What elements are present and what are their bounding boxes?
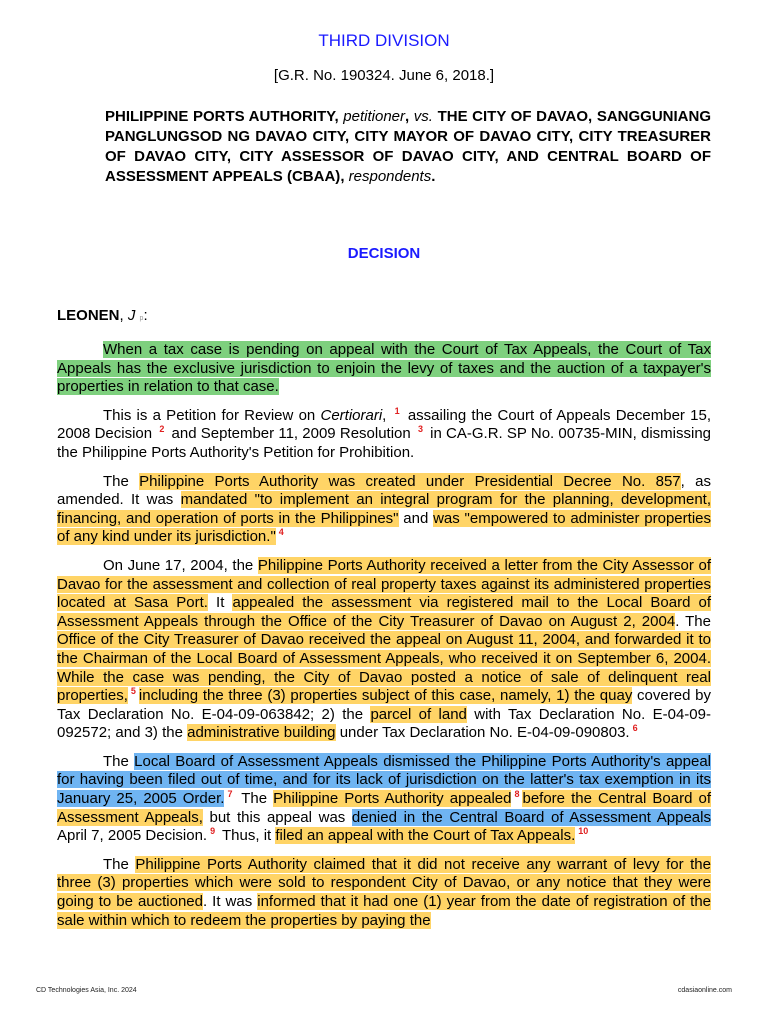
case-number: [G.R. No. 190324. June 6, 2018.] [273,67,495,84]
text-run: Thus, it [218,827,276,845]
highlight-yellow: parcel of land [370,705,467,723]
text-run: and [398,509,434,527]
text-run: . It was [203,893,258,911]
paragraph-2 [57,407,711,463]
paragraph-1 [57,341,711,397]
footnote-link-8[interactable]: 8 [514,789,520,800]
footnote-link-2[interactable]: 2 [159,424,165,435]
text-run: under Tax Declaration No. E-04-09-090803. [335,724,630,742]
footnote-link-6[interactable]: 6 [632,723,638,734]
footer-publisher: CD Technologies Asia, Inc. 2024 [36,987,137,994]
highlight-yellow: was "empowered to administer properties of any kind under its jurisdiction." [57,509,711,546]
footnote-link-10[interactable]: 10 [578,826,589,837]
highlight-yellow: including the three (3) properties subject of this case, namely, 1) the quay [138,687,633,705]
text-run: assailing the Court of Appeals December 15, 2008 Decision [57,406,711,443]
text-run: in CA-G.R. SP No. 00735-MIN, dismissing the Philippine Ports Authority's Petition for Prohibition. [57,425,712,461]
highlight-yellow: administrative building [187,724,336,742]
highlight-yellow: Philippine Ports Authority claimed that it did not receive any warrant of levy for the three (3) properties which were sold to respondent City of Davao, or any notice that they were going to be auctioned [57,855,711,911]
highlight-yellow: informed that it had one (1) year from the date of registration of the sale within which to redeem the properties by paying the [57,893,711,929]
petitioner-role: petitioner [343,108,406,125]
footnote-link-7[interactable]: 7 [227,789,233,800]
text-run: , [382,406,392,424]
highlight-yellow: before the Central Board of Assessment Appeals, [57,790,711,826]
highlight-yellow: appealed the assessment via registered mail to the Local Board of Assessment Appeals through the Office of the City Treasurer of Davao on August 2, 2004 [57,594,712,630]
text-run: On June 17, 2004, the [103,556,258,574]
text-run: The [103,472,140,490]
paragraph-6 [57,856,711,930]
text-run: It [207,594,233,612]
highlight-yellow: Office of the City Treasurer of Davao received the appeal on August 11, 2004, and forwarded it to the Chairman of the Local Board of Assessment Appeals, who received it on September 6, 2004. [57,631,711,667]
ponente: LEONEN, J p: [57,307,148,324]
footer-site: cdasiaonline.com [677,987,732,994]
highlight-yellow: Philippine Ports Authority received a letter from the City Assessor of Davao for the assessment and collection of real property taxes against its administered properties located at Sasa Port. [57,556,711,612]
text-run: This is a Petition for Review on [103,406,321,424]
text-run: The [103,855,136,873]
division-heading: THIRD DIVISION [318,31,450,50]
footnote-link-1[interactable]: 1 [394,405,400,416]
footnote-link-5[interactable]: 5 [130,686,136,697]
highlight-green: When a tax case is pending on appeal with the Court of Tax Appeals, the Court of Tax Appeals has the exclusive jurisdiction to enjoin the levy of taxes and the auction of a taxpayer's properties in relation to that case. [57,341,711,396]
judge-name: LEONEN [57,307,120,324]
highlight-blue: denied in the Central Board of Assessment Appeals [351,808,711,826]
footnote-link-4[interactable]: 4 [278,527,284,538]
highlight-yellow: Philippine Ports Authority appealed [273,790,512,808]
text-run: covered by Tax Declaration No. E-04-09-063842; 2) the [57,687,711,723]
highlight-yellow: filed an appeal with the Court of Tax Appeals. [275,827,576,845]
decision-body [57,341,711,940]
highlight-yellow: mandated "to implement an integral program for the planning, development, financing, and operation of ports in the Philippines" [57,491,711,527]
highlight-blue: Local Board of Assessment Appeals dismissed the Philippine Ports Authority's appeal for having been filed out of time, and for its lack of jurisdiction on the latter's tax exemption in its January 25, 2005 Order. [57,752,712,808]
text-run: but this appeal was [202,808,352,826]
text-run: and September 11, 2009 Resolution [167,425,415,443]
versus: vs. [413,108,433,125]
decision-title: DECISION [347,245,421,262]
paragraph-4 [57,557,711,743]
highlight-yellow: While the case was pending, the City of Davao posted a notice of sale of delinquent real properties, [57,668,711,705]
respondents-names: THE CITY OF DAVAO, SANGGUNIANG PANGLUNGSOD NG DAVAO CITY, CITY MAYOR OF DAVAO CITY, CITY TREASURER OF DAVAO CITY, CITY ASSESSOR OF DAVAO CITY, AND CENTRAL BOARD OF ASSESSMENT APPEALS (CBAA) [105,108,711,185]
petitioner-name: PHILIPPINE PORTS AUTHORITY [105,108,335,125]
case-caption: PHILIPPINE PORTS AUTHORITY, petitioner, vs. THE CITY OF DAVAO, SANGGUNIANG PANGLUNGSOD NG DAVAO CITY, CITY MAYOR OF DAVAO CITY, CITY TREASURER OF DAVAO CITY, CITY ASSESSOR OF DAVAO CITY, AND CENTRAL BOARD OF ASSESSMENT APPEALS (CBAA), respondents. [105,108,711,185]
text-run: April 7, 2005 Decision. [57,827,208,845]
text-run: , as amended. It was [57,472,711,509]
text-run: The [103,752,135,770]
paragraph-5 [57,753,711,846]
highlight-yellow: Philippine Ports Authority was created under Presidential Decree No. 857 [139,472,681,490]
text-italic: Certiorari [320,406,383,424]
respondents-role: respondents [348,168,432,185]
text-run: . The [675,612,711,630]
text-run: with Tax Declaration No. E-04-09-092572; and 3) the [57,705,711,742]
footnote-link-3[interactable]: 3 [417,424,423,435]
judge-mark: p [139,315,144,322]
footnote-link-9[interactable]: 9 [210,826,216,837]
paragraph-3 [57,473,711,547]
judge-title: J [127,307,136,324]
text-run: The [235,790,274,808]
